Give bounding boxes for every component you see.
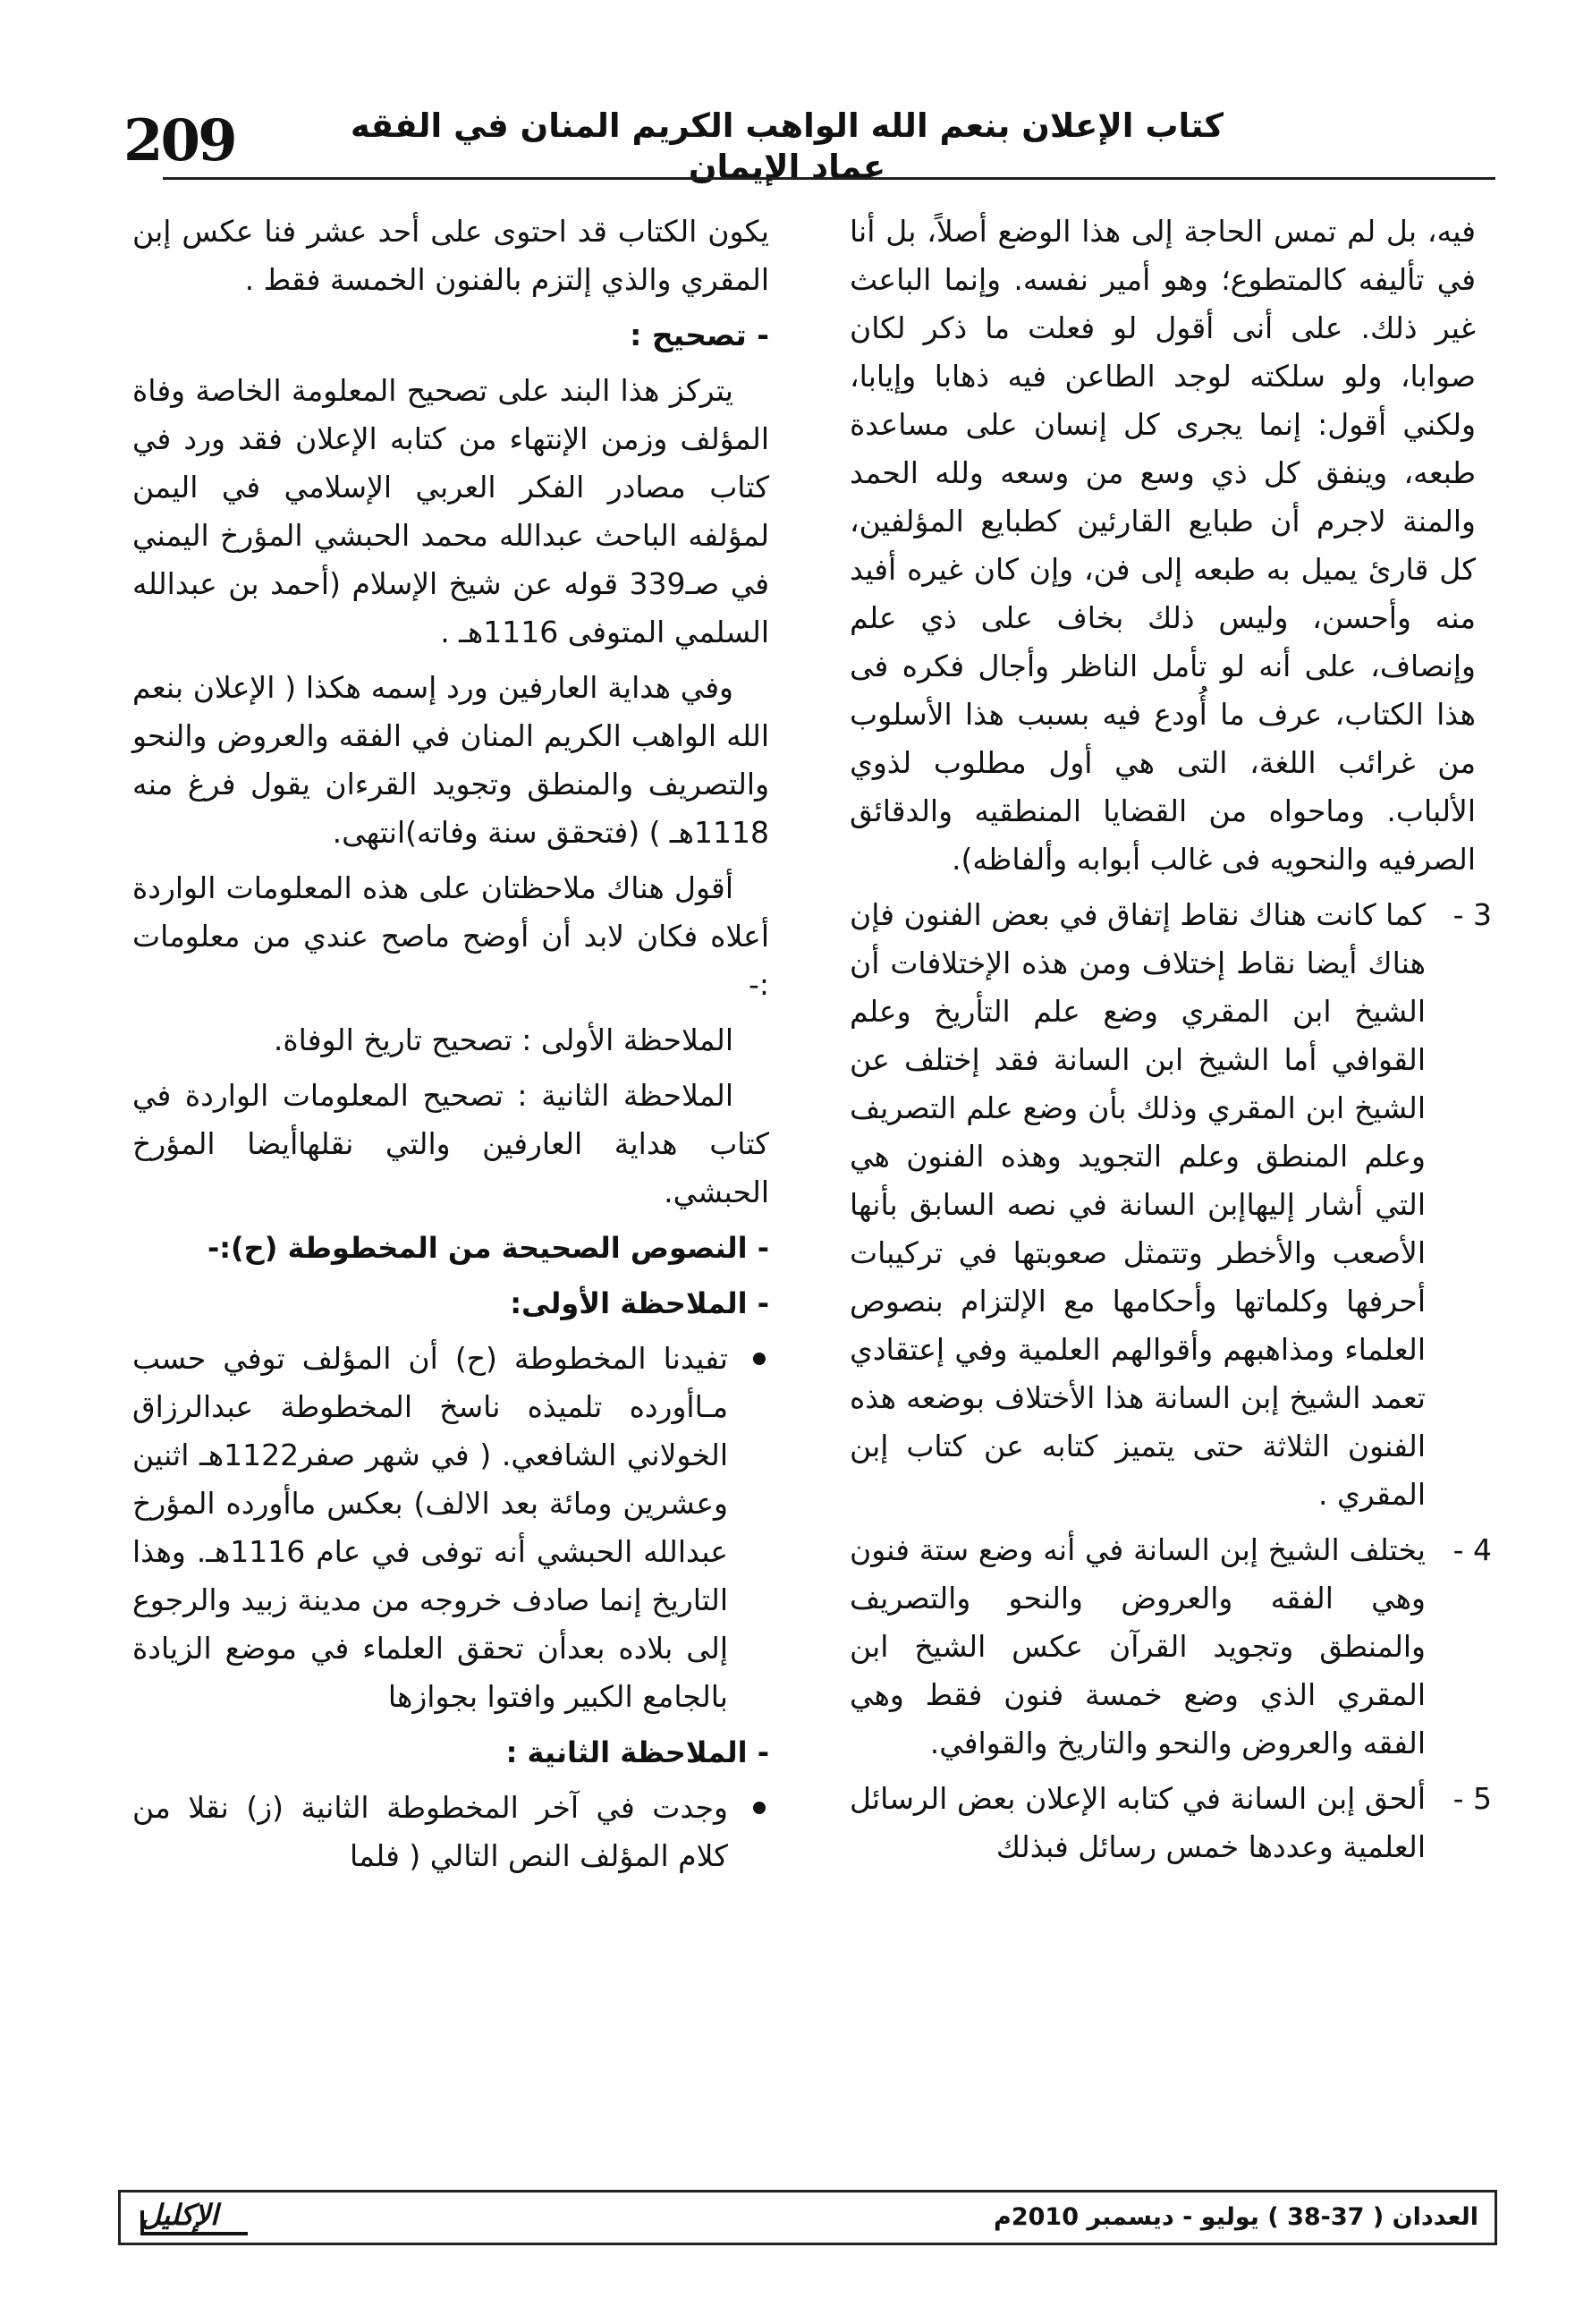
numbered-item-4 (850, 1526, 1492, 1768)
section-heading-texts: - النصوص الصحيحة من المخطوطة (ح):- (207, 1231, 769, 1265)
item-number: 5 - (1452, 1781, 1492, 1816)
running-title: كتاب الإعلان بنعم الله الواهب الكريم المنان في الفقه عماد الإيمان (350, 106, 1224, 187)
bullet-text: تفيدنا المخطوطة (ح) أن المؤلف توفي حسب مـاأورده تلميذه ناسخ المخطوطة عبدالرزاق الخولاني الشافعي. ( في شهر صفر1122هـ اثنين وعشرين ومائة بعد الالف) بعكس ماأورده المؤرخ عبدالله الحبشي أنه توفى في عام 1116هـ. وهذا التاريخ إنما صادف خروجه من مدينة زبيد والرجوع إلى بلاده بعدأن تحقق العلماء في موضع الزيادة بالجامع الكبير وافتوا بجوازها (132, 1341, 729, 1714)
paragraph: فيه، بل لم تمس الحاجة إلى هذا الوضع أصلاً، بل أنا في تأليفه كالمتطوع؛ وهو أمير نفسه. وإنما الباعث غير ذلك. على أنى أقول لو فعلت ما ذكر لكان صوابا، ولو سلكته لوجد الطاعن فيه ذهابا وإيابا، ولكني أقول: إنما يجرى كل إنسان على مساعدة طبعه، وينفق كل ذي وسع من وسعه ولله الحمد والمنة لاجرم أن طبايع القارئين كطبايع المؤلفين، كل قارئ يميل به طبعه إلى فن، وإن كان غيره أفيد منه وأحسن، وليس ذلك بخاف على ذي علم وإنصاف، على أنه لو تأمل الناظر وأجال فكره فى هذا الكتاب، عرف ما أُودع فيه بسبب هذا الأسلوب من غرائب اللغة، التى هي أول مطلوب لذوي الألباب. وماحواه من القضايا المنطقيه والدقائق الصرفيه والنحويه فى غالب أبوابه وألفاظه). (850, 214, 1476, 877)
bullet-item (132, 1784, 769, 1880)
footer (118, 2190, 1497, 2245)
bullet-icon (753, 1802, 766, 1814)
paragraph: الملاحظة الثانية : تصحيح المعلومات الواردة في كتاب هداية العارفين والتي نقلهاأيضا المؤرخ الحبشي. (132, 1078, 769, 1209)
logo-underline (140, 2232, 248, 2235)
subheading-second-note: - الملاحظة الثانية : (505, 1735, 769, 1769)
numbered-item-5 (850, 1775, 1492, 1871)
item-text: كما كانت هناك نقاط إتفاق في بعض الفنون فإن هناك أيضا نقاط إختلاف ومن هذه الإختلافات أن الشيخ ابن المقري وضع علم التأريخ وعلم القوافي أما الشيخ ابن السانة فقد إختلف عن الشيخ ابن المقري وذلك بأن وضع علم التصريف وعلم المنطق وعلم التجويد وهذه الفنون هي التي أشار إليهاإبن السانة في نصه السابق بأنها الأصعب والأخطر وتتمثل صعوبتها في تركيبات أحرفها وكلماتها وأحكامها مع الإلتزام بنصوص العلماء ومذاهبهم وأقوالهم العلمية وفي إعتقادي تعمد الشيخ إبن السانة هذا الأختلاف بوضعه هذه الفنون الثلاثة حتى يتميز كتابه عن كتاب إبن المقري . (850, 897, 1426, 1512)
left-column (132, 208, 769, 1887)
logo-stroke (140, 2210, 144, 2235)
item-number: 4 - (1452, 1532, 1492, 1567)
journal-logo (140, 2198, 319, 2237)
subheading-first-note: - الملاحظة الأولى: (510, 1286, 769, 1320)
paragraph: يتركز هذا البند على تصحيح المعلومة الخاصة وفاة المؤلف وزمن الإنتهاء من كتابه الإعلان فقد ورد في كتاب مصادر الفكر العربي الإسلامي في اليمن لمؤلفه الباحث عبدالله محمد الحبشي المؤرخ اليمني في صـ339 قوله عن شيخ الإسلام (أحمد بن عبدالله السلمي المتوفى 1116هـ . (132, 373, 769, 649)
numbered-item-3 (850, 891, 1492, 1519)
right-column (850, 208, 1492, 1879)
logo-text: الإكليل (140, 2198, 218, 2232)
section-heading-correction: - تصحيح : (630, 318, 769, 352)
item-text: ألحق إبن السانة في كتابه الإعلان بعض الرسائل العلمية وعددها خمس رسائل فبذلك (850, 1781, 1426, 1864)
paragraph: يكون الكتاب قد احتوى على أحد عشر فنا عكس إبن المقري والذي إلتزم بالفنون الخمسة فقط . (132, 214, 769, 297)
paragraph: وفي هداية العارفين ورد إسمه هكذا ( الإعلان بنعم الله الواهب الكريم المنان في الفقه والعروض والنحو والتصريف والمنطق وتجويد القرءان يقول فرغ منه 1118هـ ) (فتحقق سنة وفاته)انتهى. (132, 670, 769, 850)
item-number: 3 - (1452, 897, 1492, 932)
paragraph: أقول هناك ملاحظتان على هذه المعلومات الواردة أعلاه فكان لابد أن أوضح ماصح عندي من معلومات :- (132, 870, 769, 1002)
bullet-text: وجدت في آخر المخطوطة الثانية (ز) نقلا من كلام المؤلف النص التالي ( فلما (132, 1790, 728, 1873)
bullet-icon (753, 1353, 766, 1365)
bullet-item (132, 1335, 769, 1721)
page-number: 209 (123, 107, 235, 174)
item-text: يختلف الشيخ إبن السانة في أنه وضع ستة فنون وهي الفقه والعروض والنحو والتصريف والمنطق وتجويد القرآن عكس الشيخ ابن المقري الذي وضع خمسة فنون فقط وهي الفقه والعروض والنحو والتاريخ والقوافي. (850, 1532, 1426, 1760)
header-rule (163, 177, 1495, 180)
issue-info: العددان ( 37-38 ) يوليو - ديسمبر 2010م (994, 2203, 1478, 2231)
paragraph: الملاحظة الأولى : تصحيح تاريخ الوفاة. (273, 1022, 733, 1057)
